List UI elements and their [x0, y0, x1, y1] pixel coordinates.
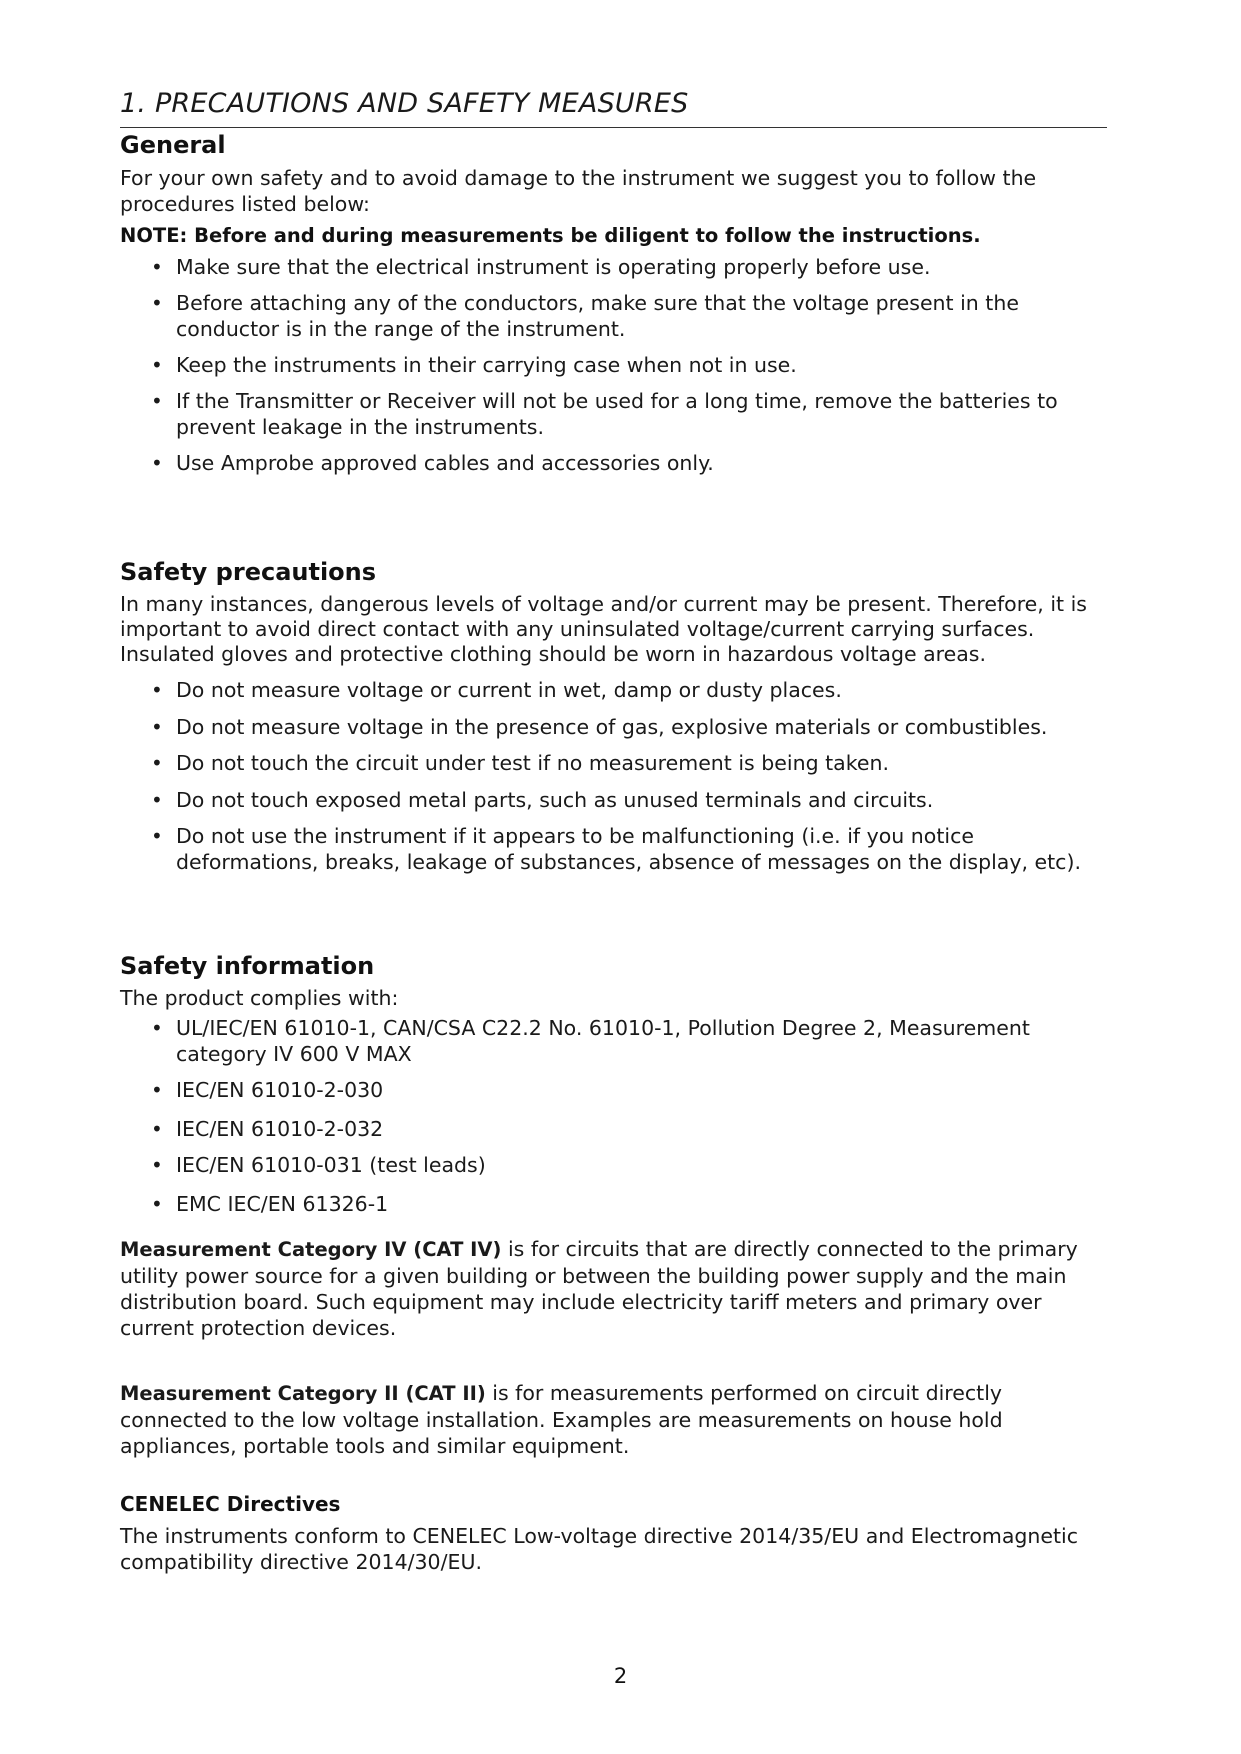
list-item: • IEC/EN 61010-2-032	[151, 1116, 1116, 1142]
cat-ii-label: Measurement Category II (CAT II)	[120, 1382, 486, 1405]
list-item: • Do not touch exposed metal parts, such as unused terminals and circuits.	[151, 787, 1116, 813]
cat-iv-label: Measurement Category IV (CAT IV)	[120, 1238, 502, 1261]
safety-precautions-intro: In many instances, dangerous levels of voltage and/or current may be present. Therefore, it is important to avoid direct contact with any uninsulated voltage/current carrying surfaces. Insulated gloves and protective clothing should be worn in hazardous voltage areas.	[120, 592, 1087, 666]
general-heading: General	[120, 131, 226, 159]
list-item: • Do not use the instrument if it appears to be malfunctioning (i.e. if you notice deformations, breaks, leakage of substances, absence of messages on the display, etc).	[151, 823, 1116, 875]
safety-precautions-heading: Safety precautions	[120, 558, 377, 586]
cat-iv-text: is for circuits that are directly connected to the primary utility power source for a given building or between the building power supply and the main distribution board. Such equipment may include electricity tariff meters and primary over current protection devices.	[120, 1237, 1078, 1340]
list-item: • Before attaching any of the conductors, make sure that the voltage present in the conductor is in the range of the instrument.	[151, 290, 1116, 342]
list-item: • IEC/EN 61010-2-030	[151, 1077, 1116, 1103]
safety-precautions-list	[151, 677, 1116, 875]
safety-information-heading: Safety information	[120, 952, 375, 980]
cat-iv-paragraph	[120, 1236, 1110, 1341]
general-intro: For your own safety and to avoid damage to the instrument we suggest you to follow the procedures listed below:	[120, 166, 1037, 216]
section-title: 1. PRECAUTIONS AND SAFETY MEASURES	[120, 88, 689, 119]
general-note: NOTE: Before and during measurements be diligent to follow the instructions.	[120, 224, 981, 247]
safety-information-list	[151, 1015, 1116, 1217]
list-item: • Do not measure voltage or current in wet, damp or dusty places.	[151, 677, 1116, 703]
list-item: • EMC IEC/EN 61326-1	[151, 1191, 1116, 1217]
list-item: • Keep the instruments in their carrying case when not in use.	[151, 352, 1116, 378]
title-underline	[120, 127, 1107, 128]
page-number: 2	[613, 1664, 628, 1688]
cenelec-text: The instruments conform to CENELEC Low-voltage directive 2014/35/EU and Electromagnetic compatibility directive 2014/30/EU.	[120, 1524, 1079, 1574]
list-item: • If the Transmitter or Receiver will not be used for a long time, remove the batteries to prevent leakage in the instruments.	[151, 388, 1116, 440]
cat-ii-paragraph	[120, 1380, 1110, 1459]
safety-information-intro: The product complies with:	[120, 986, 399, 1010]
list-item: • Do not measure voltage in the presence of gas, explosive materials or combustibles.	[151, 714, 1116, 740]
general-list	[151, 254, 1116, 476]
list-item: • UL/IEC/EN 61010-1, CAN/CSA C22.2 No. 61010-1, Pollution Degree 2, Measurement category IV 600 V MAX	[151, 1015, 1116, 1067]
cat-ii-text: is for measurements performed on circuit directly connected to the low voltage installation. Examples are measurements on house hold appliances, portable tools and similar equipment.	[120, 1381, 1003, 1458]
cenelec-heading: CENELEC Directives	[120, 1492, 341, 1516]
list-item: • Do not touch the circuit under test if no measurement is being taken.	[151, 750, 1116, 776]
list-item: • IEC/EN 61010-031 (test leads)	[151, 1152, 1116, 1178]
list-item: • Make sure that the electrical instrument is operating properly before use.	[151, 254, 1116, 280]
list-item: • Use Amprobe approved cables and accessories only.	[151, 450, 1116, 476]
